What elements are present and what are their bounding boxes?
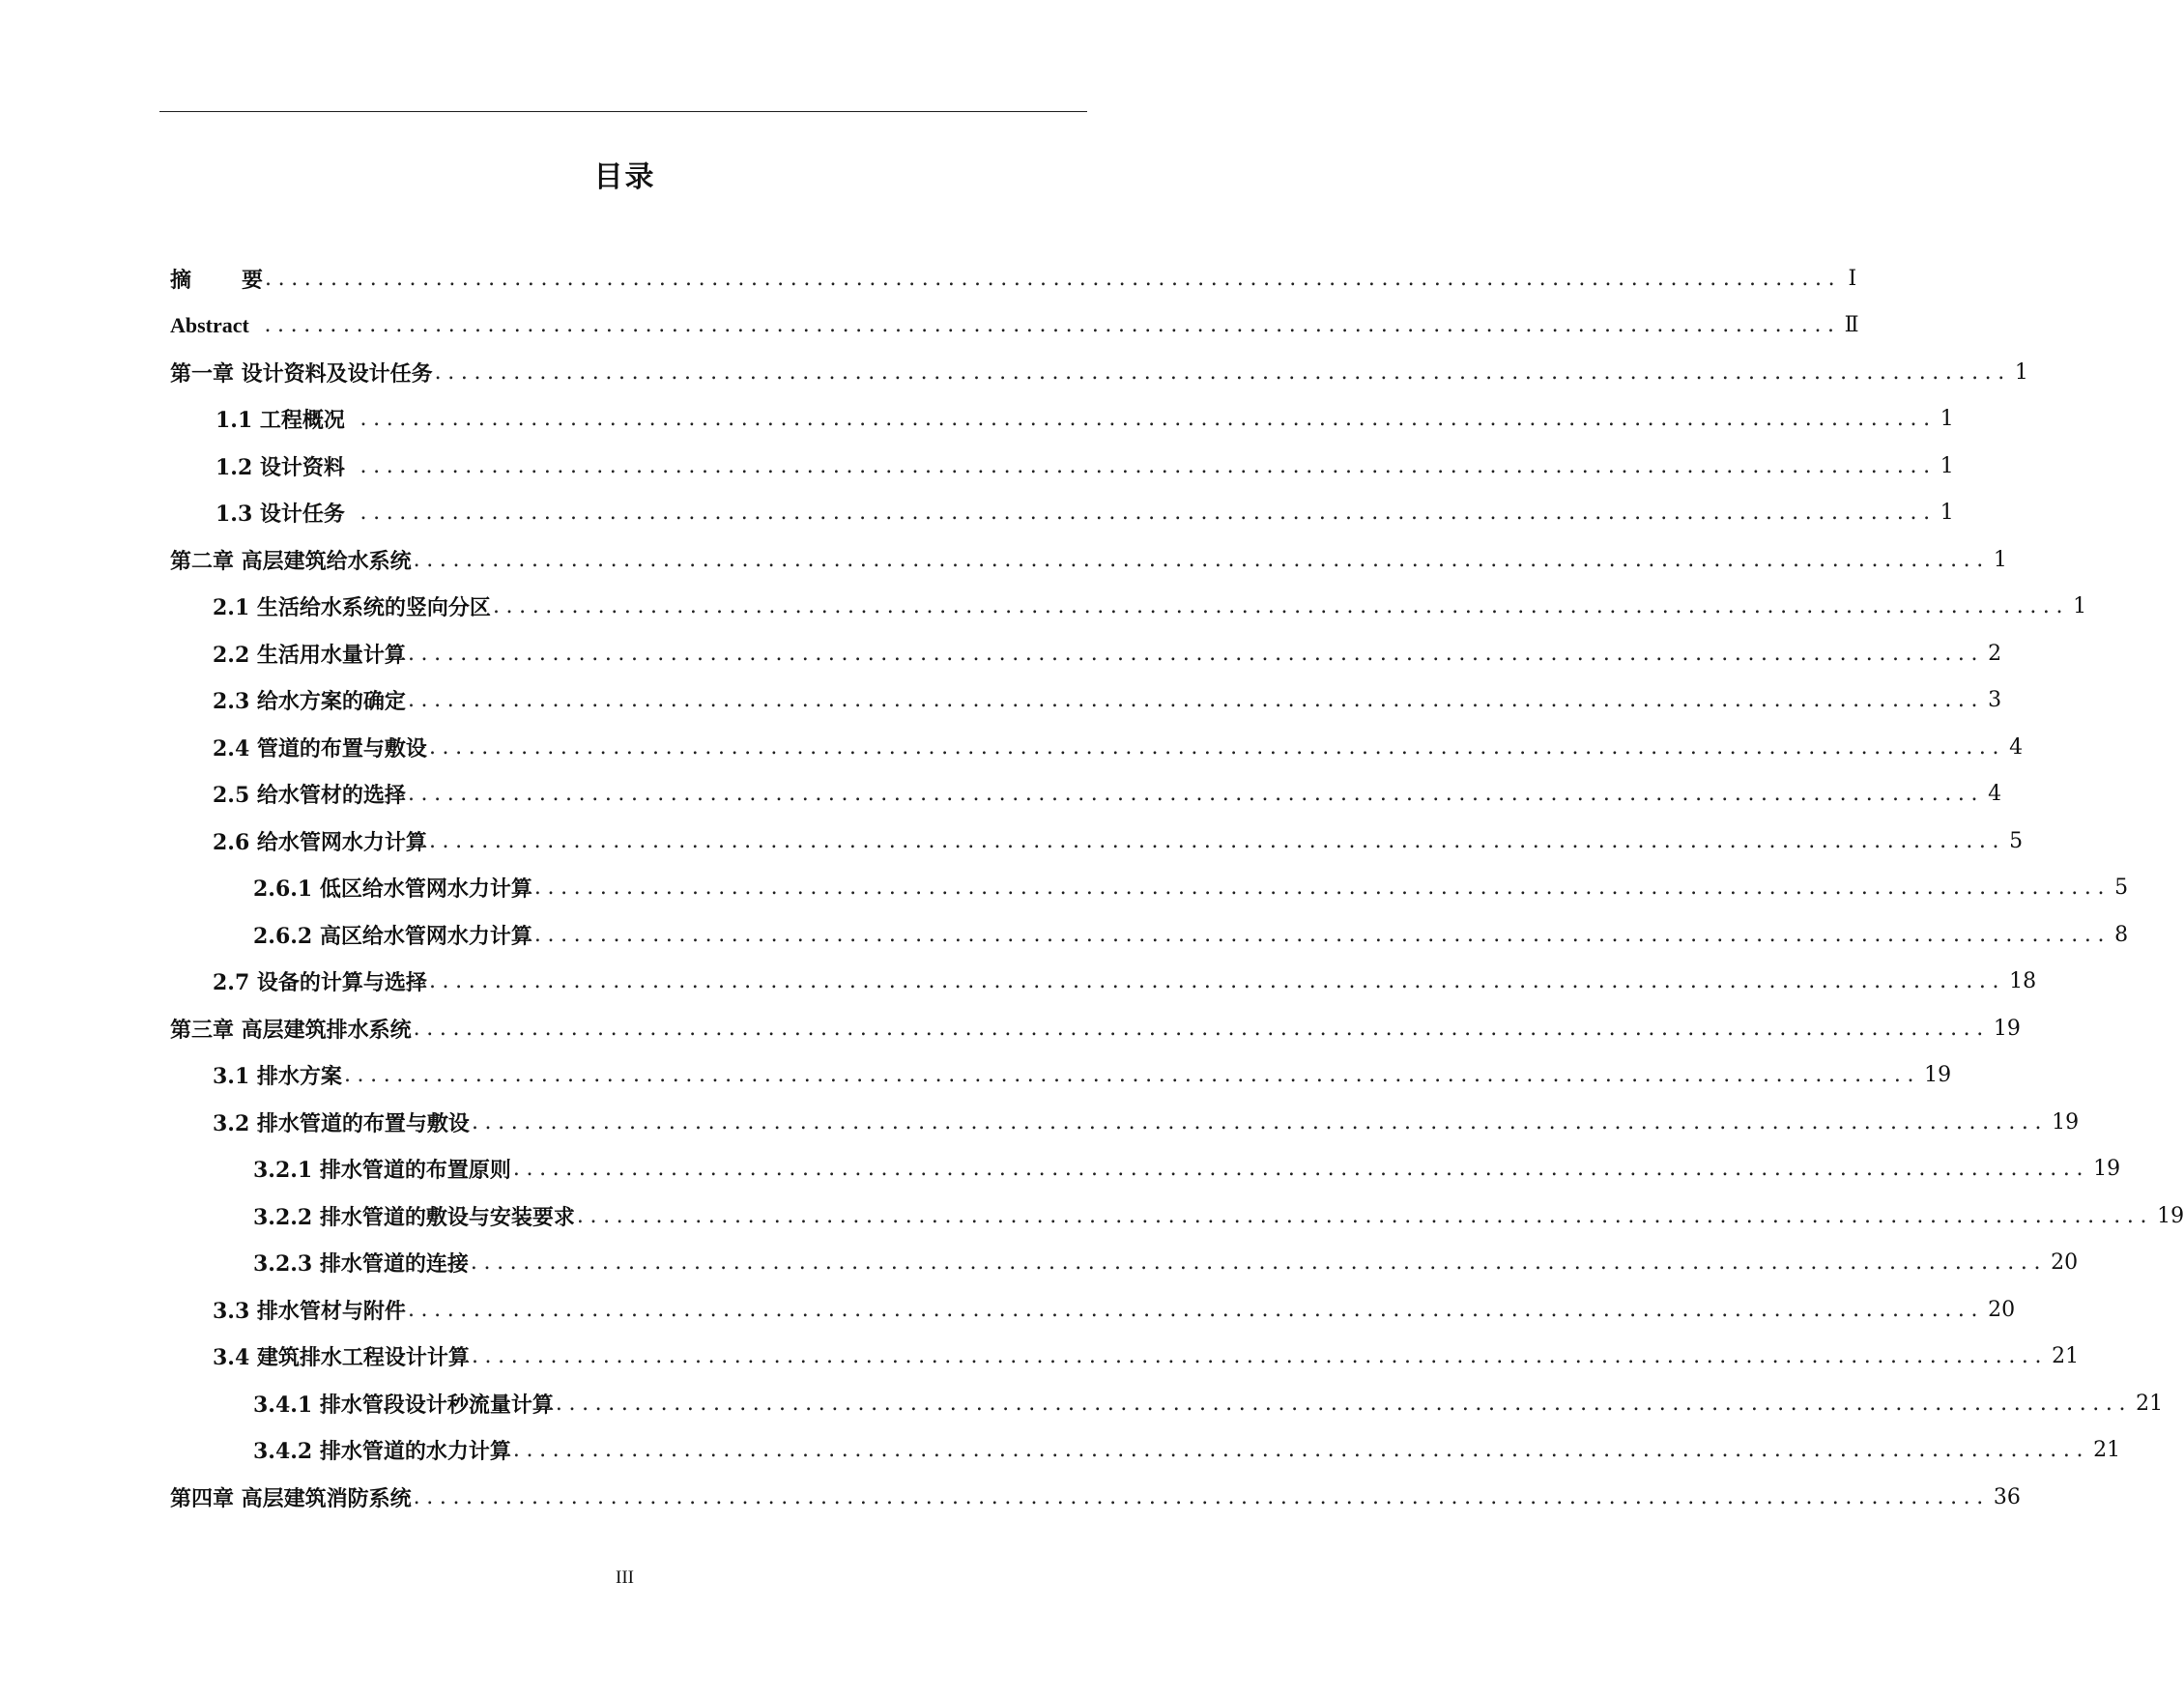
toc-entry-abstract-en[interactable] <box>170 302 1859 350</box>
toc-entry-label: 3.2.3 排水管道的连接 <box>253 1251 469 1278</box>
toc-entry-page: 19 <box>2052 1109 2080 1135</box>
toc-entry-label: 2.6.1 低区给水管网水力计算 <box>253 876 532 903</box>
toc-entry-page: 1 <box>1940 453 1954 478</box>
toc-entry-page: 21 <box>2136 1391 2164 1416</box>
toc-leader-dots: ........................................................................................................................ <box>470 1250 2048 1276</box>
toc-entry-label: 1.3 设计任务 <box>216 502 345 528</box>
toc-entry-label: 2.5 给水管材的选择 <box>213 783 406 809</box>
toc-entry-chapter-2[interactable] <box>170 536 2007 584</box>
toc-entry-label: 3.3 排水管材与附件 <box>213 1298 406 1324</box>
toc-entry-label: 2.6 给水管网水力计算 <box>213 829 427 855</box>
toc-leader-dots: ........................................................................................................................ <box>250 313 1841 338</box>
toc-entry-2-5[interactable] <box>170 771 2002 819</box>
page-title: 目录 <box>593 160 656 194</box>
toc-entry-label: 第二章 高层建筑给水系统 <box>170 548 412 574</box>
toc-entry-label: 3.1 排水方案 <box>213 1064 342 1090</box>
toc-entry-label: 3.4.1 排水管段设计秒流量计算 <box>253 1392 554 1418</box>
toc-leader-dots: ........................................................................................................................ <box>346 453 1937 478</box>
toc-entry-label: 摘 要 <box>170 267 264 293</box>
toc-entry-label: 1.1 工程概况 <box>216 408 345 434</box>
toc-entry-page: 5 <box>2009 828 2024 853</box>
toc-leader-dots: ........................................................................................................................ <box>434 359 2011 385</box>
toc-leader-dots: ........................................................................................................................ <box>492 594 2070 619</box>
toc-leader-dots: ........................................................................................................................ <box>343 1063 1921 1088</box>
toc-entry-label: 3.4 建筑排水工程设计计算 <box>213 1345 470 1371</box>
toc-entry-2-6[interactable] <box>170 818 2024 865</box>
toc-leader-dots: ........................................................................................................................ <box>471 1344 2049 1369</box>
toc-entry-label: 第三章 高层建筑排水系统 <box>170 1017 412 1043</box>
table-of-contents <box>170 255 2184 1521</box>
toc-entry-label: 3.2.1 排水管道的布置原则 <box>253 1158 511 1184</box>
toc-entry-3-1[interactable] <box>170 1052 1952 1100</box>
toc-entry-page: 4 <box>1988 782 2002 807</box>
toc-leader-dots: ........................................................................................................................ <box>407 641 1985 666</box>
toc-entry-abstract-cn[interactable] <box>170 255 1857 302</box>
toc-entry-page: 5 <box>2114 876 2129 901</box>
toc-entry-label: 2.7 设备的计算与选择 <box>213 970 427 996</box>
toc-entry-page: 20 <box>2051 1250 2079 1276</box>
toc-entry-page: Ⅰ <box>1848 266 1857 291</box>
toc-leader-dots: ........................................................................................................................ <box>555 1391 2133 1416</box>
toc-leader-dots: ........................................................................................................................ <box>413 1484 1990 1509</box>
toc-entry-chapter-1[interactable] <box>170 349 2028 396</box>
toc-leader-dots: ........................................................................................................................ <box>428 969 2006 994</box>
toc-leader-dots: ........................................................................................................................ <box>413 1016 1990 1041</box>
toc-leader-dots: ........................................................................................................................ <box>428 734 2006 760</box>
toc-entry-label: 3.2 排水管道的布置与敷设 <box>213 1110 470 1136</box>
toc-entry-3-4-1[interactable] <box>170 1380 2164 1427</box>
toc-leader-dots: ........................................................................................................................ <box>346 501 1937 526</box>
toc-entry-label: 3.4.2 排水管道的水力计算 <box>253 1439 511 1465</box>
toc-entry-page: 19 <box>2093 1157 2121 1182</box>
toc-entry-page: 1 <box>1940 407 1954 432</box>
toc-leader-dots: ........................................................................................................................ <box>512 1157 2090 1182</box>
toc-leader-dots: ........................................................................................................................ <box>407 688 1985 713</box>
toc-entry-page: 19 <box>1924 1063 1952 1088</box>
toc-entry-page: 19 <box>2157 1203 2184 1228</box>
toc-entry-page: 1 <box>2073 594 2087 619</box>
toc-entry-2-2[interactable] <box>170 630 2002 677</box>
toc-entry-page: 19 <box>1993 1016 2021 1041</box>
toc-entry-2-1[interactable] <box>170 584 2087 631</box>
toc-entry-chapter-3[interactable] <box>170 1005 2021 1052</box>
toc-entry-label: 1.2 设计资料 <box>216 454 345 480</box>
toc-entry-3-3[interactable] <box>170 1286 2016 1334</box>
toc-entry-label: 第四章 高层建筑消防系统 <box>170 1485 412 1511</box>
toc-entry-1-1[interactable] <box>170 396 1954 444</box>
toc-entry-page: 21 <box>2052 1344 2080 1369</box>
toc-entry-label: 2.6.2 高区给水管网水力计算 <box>253 923 532 949</box>
toc-leader-dots: ........................................................................................................................ <box>471 1109 2049 1135</box>
toc-entry-page: 21 <box>2093 1438 2121 1463</box>
footer-page-number: III <box>616 1567 634 1588</box>
toc-entry-page: Ⅱ <box>1844 313 1859 338</box>
toc-entry-2-6-1[interactable] <box>170 865 2129 912</box>
toc-leader-dots: ........................................................................................................................ <box>265 266 1842 291</box>
toc-entry-3-4[interactable] <box>170 1334 2080 1381</box>
toc-entry-chapter-4[interactable] <box>170 1474 2021 1521</box>
toc-entry-page: 36 <box>1993 1484 2021 1509</box>
toc-entry-label: 第一章 设计资料及设计任务 <box>170 360 433 387</box>
header-rule <box>159 111 1087 112</box>
toc-entry-page: 2 <box>1988 641 2002 666</box>
toc-entry-label: 2.2 生活用水量计算 <box>213 642 406 668</box>
toc-entry-page: 20 <box>1988 1297 2016 1322</box>
toc-entry-page: 4 <box>2009 734 2024 760</box>
toc-entry-3-2-3[interactable] <box>170 1240 2079 1287</box>
toc-leader-dots: ........................................................................................................................ <box>413 547 1990 572</box>
toc-leader-dots: ........................................................................................................................ <box>346 407 1937 432</box>
toc-leader-dots: ........................................................................................................................ <box>407 782 1985 807</box>
toc-leader-dots: ........................................................................................................................ <box>407 1297 1985 1322</box>
toc-entry-1-3[interactable] <box>170 490 1954 537</box>
toc-entry-3-2-2[interactable] <box>170 1192 2184 1240</box>
toc-leader-dots: ........................................................................................................................ <box>533 876 2112 901</box>
toc-entry-2-6-2[interactable] <box>170 911 2129 959</box>
toc-leader-dots: ........................................................................................................................ <box>533 922 2112 947</box>
toc-entry-label: 2.4 管道的布置与敷设 <box>213 735 427 761</box>
toc-entry-2-7[interactable] <box>170 959 2037 1006</box>
toc-entry-page: 8 <box>2114 922 2129 947</box>
toc-entry-page: 1 <box>1993 547 2007 572</box>
toc-entry-label: 3.2.2 排水管道的敷设与安装要求 <box>253 1204 575 1230</box>
toc-entry-page: 1 <box>2014 359 2028 385</box>
toc-entry-page: 18 <box>2009 969 2037 994</box>
toc-leader-dots: ........................................................................................................................ <box>428 828 2006 853</box>
toc-entry-3-2-1[interactable] <box>170 1146 2121 1193</box>
toc-entry-label: Abstract <box>170 312 249 337</box>
toc-entry-page: 3 <box>1988 688 2002 713</box>
toc-entry-3-2[interactable] <box>170 1099 2080 1146</box>
toc-leader-dots: ........................................................................................................................ <box>576 1203 2154 1228</box>
toc-entry-2-3[interactable] <box>170 677 2002 725</box>
toc-entry-3-4-2[interactable] <box>170 1427 2121 1475</box>
toc-entry-label: 2.3 给水方案的确定 <box>213 689 406 715</box>
toc-entry-1-2[interactable] <box>170 443 1954 490</box>
toc-entry-page: 1 <box>1940 501 1954 526</box>
toc-entry-2-4[interactable] <box>170 724 2024 771</box>
toc-leader-dots: ........................................................................................................................ <box>512 1438 2090 1463</box>
toc-entry-label: 2.1 生活给水系统的竖向分区 <box>213 595 491 621</box>
